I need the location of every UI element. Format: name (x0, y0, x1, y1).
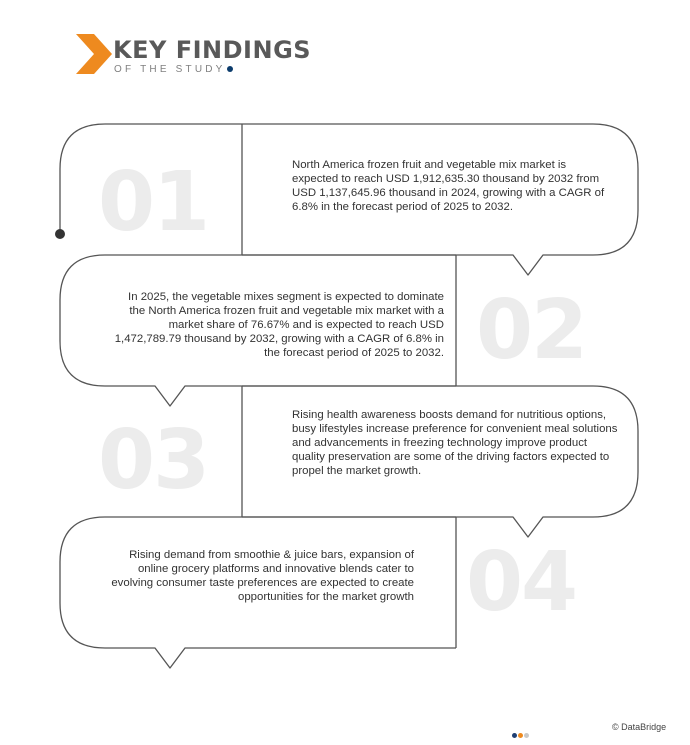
finding-4-number: 04 (466, 535, 577, 630)
finding-3-text: Rising health awareness boosts demand for nutritious options, busy lifestyles increase preference for convenient meal solutions and advancements in freezing technology improve product quality preservation are some of the driving factors expected to propel the market growth. (292, 409, 618, 477)
finding-4-text: Rising demand from smoothie & juice bars, expansion of online grocery platforms and innovative blends cater to evolving consumer taste preferences are expected to create opportunities for the market growth (111, 549, 414, 603)
brand-dots (512, 725, 530, 743)
brand-dot (512, 733, 517, 738)
brand-dot (524, 733, 529, 738)
finding-1-number: 01 (98, 155, 209, 250)
finding-2-number: 02 (476, 283, 587, 378)
copyright: © DataBridge (612, 722, 667, 732)
start-dot (55, 229, 65, 239)
page-title: KEY FINDINGS (113, 36, 312, 64)
brand-dot (518, 733, 523, 738)
page-subtitle: OF THE STUDY (114, 64, 233, 75)
finding-3-number: 03 (98, 413, 209, 508)
finding-2-text: In 2025, the vegetable mixes segment is expected to dominate the North America frozen fruit and vegetable mix market with a market share of 76.67% and is expected to reach USD 1,472,789.79 thousand by 2032, growing with a CAGR of 6.8% in the forecast period of 2025 to 2032. (114, 291, 444, 359)
finding-1-text: North America frozen fruit and vegetable mix market is expected to reach USD 1,912,635.30 thousand by 2032 from USD 1,137,645.96 thousand in 2024, growing with a CAGR of 6.8% in the forecast period of 2025 to 2032. (292, 159, 605, 213)
